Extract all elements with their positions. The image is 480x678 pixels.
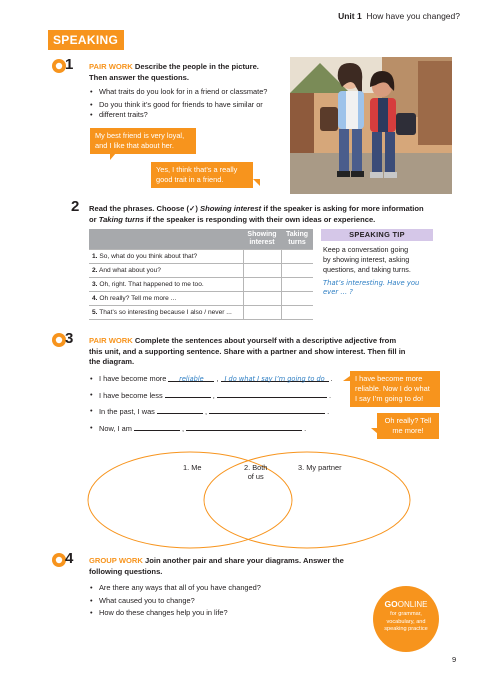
list-item: • Do you think it’s good for friends to have similar or bbox=[90, 100, 285, 111]
column-header-showing-interest: Showing interest bbox=[243, 229, 281, 249]
speech-bubble-2: Yes, I think that’s a really good trait in a friend. bbox=[151, 162, 253, 188]
exercise-1-instruction bbox=[89, 62, 279, 83]
speech-bubble-1: My best friend is very loyal, and I like that about her. bbox=[90, 128, 196, 154]
exercise-3-prompts bbox=[90, 374, 355, 436]
checkbox-showing-interest[interactable] bbox=[243, 249, 281, 263]
checkbox-showing-interest[interactable] bbox=[243, 277, 281, 291]
adjective-field[interactable] bbox=[134, 423, 180, 431]
list-item: • I have become less , . bbox=[90, 390, 355, 402]
list-item: • Now, I am , . bbox=[90, 423, 355, 435]
speaking-tip-box bbox=[321, 229, 433, 297]
exercise-4-instruction: GROUP WORK Join another pair and share your diagrams. Answer the following questions. bbox=[89, 556, 344, 576]
list-item: • I have become more reliable , I do what I say I’m going to do . bbox=[90, 374, 355, 385]
sentence-field[interactable]: I do what I say I’m going to do bbox=[221, 374, 329, 382]
pair-work-icon bbox=[50, 58, 66, 74]
exercise-4-number: 4 bbox=[65, 550, 74, 567]
go-online-badge[interactable] bbox=[373, 586, 439, 652]
venn-label-partner: 3. My partner bbox=[298, 463, 342, 472]
sentence-field[interactable] bbox=[209, 406, 325, 414]
table-header-row bbox=[89, 229, 313, 249]
checkbox-showing-interest[interactable] bbox=[243, 291, 281, 305]
pair-work-icon bbox=[50, 332, 66, 348]
table-header-blank bbox=[89, 229, 243, 249]
ex1-instruction-a: Describe the people in the picture. bbox=[134, 62, 259, 71]
exercise-2-number: 2 bbox=[71, 198, 80, 215]
checkbox-taking-turns[interactable] bbox=[281, 277, 313, 291]
pair-work-label: PAIR WORK bbox=[89, 62, 133, 71]
table-row: 5. That’s so interesting because I also / never ... bbox=[89, 305, 313, 319]
checkbox-taking-turns[interactable] bbox=[281, 249, 313, 263]
speech-bubble-3-tail bbox=[343, 376, 350, 381]
speaking-tip-text: Keep a conversation going by showing interest, asking questions, and taking turns. bbox=[323, 245, 411, 274]
sentence-field[interactable] bbox=[186, 423, 302, 431]
speech-bubble-2-tail bbox=[253, 179, 260, 186]
speech-bubble-1-tail bbox=[110, 153, 116, 160]
checkbox-taking-turns[interactable] bbox=[281, 263, 313, 277]
pair-work-label: PAIR WORK bbox=[89, 336, 133, 345]
checkbox-taking-turns[interactable] bbox=[281, 305, 313, 319]
table-row: 1. So, what do you think about that? bbox=[89, 249, 313, 263]
illustration-two-friends bbox=[290, 57, 452, 194]
list-item: • What traits do you look for in a friend or classmate? bbox=[90, 87, 285, 98]
page-number: 9 bbox=[452, 655, 457, 664]
exercise-2-instruction: Read the phrases. Choose (✓) Showing interest if the speaker is asking for more information or Taking turns if the speaker is responding with their own ideas or experience. bbox=[89, 204, 424, 224]
table-row: 4. Oh really? Tell me more ... bbox=[89, 291, 313, 305]
online-label: ONLINE bbox=[397, 600, 428, 609]
ex1-instruction-b: Then answer the questions. bbox=[89, 72, 190, 82]
checkbox-showing-interest[interactable] bbox=[243, 305, 281, 319]
adjective-field[interactable]: reliable bbox=[168, 374, 214, 382]
unit-title: How have you changed? bbox=[366, 11, 460, 21]
section-title: SPEAKING bbox=[48, 30, 124, 50]
venn-label-me: 1. Me bbox=[183, 463, 202, 472]
exercise-1-questions bbox=[90, 87, 285, 123]
unit-header bbox=[338, 11, 460, 21]
exercise-3-instruction: PAIR WORK Complete the sentences about yourself with a descriptive adjective from this unit, and a supporting sentence. Share with a partner and show interest. Then fill in the diagram. bbox=[89, 336, 406, 366]
phrase-table bbox=[89, 229, 313, 320]
exercise-1-number: 1 bbox=[65, 56, 74, 73]
speaking-tip-example: That’s interesting. Have you ever … ? bbox=[323, 279, 420, 296]
exercise-4-questions bbox=[90, 583, 340, 621]
list-item: • What caused you to change? bbox=[90, 596, 340, 607]
list-item: • Are there any ways that all of you have changed? bbox=[90, 583, 340, 594]
venn-label-both: 2. Both of us bbox=[244, 463, 268, 481]
column-header-taking-turns: Taking turns bbox=[281, 229, 313, 249]
table-row: 2. And what about you? bbox=[89, 263, 313, 277]
go-online-description: for grammar, vocabulary, and speaking practice bbox=[384, 611, 428, 632]
speech-bubble-4: Oh really? Tell me more! bbox=[377, 413, 439, 439]
list-item: • different traits? bbox=[90, 110, 285, 121]
group-work-icon bbox=[50, 552, 66, 568]
adjective-field[interactable] bbox=[157, 406, 203, 414]
exercise-3-number: 3 bbox=[65, 330, 74, 347]
unit-label: Unit 1 bbox=[338, 11, 362, 21]
table-row: 3. Oh, right. That happened to me too. bbox=[89, 277, 313, 291]
adjective-field[interactable] bbox=[165, 390, 211, 398]
group-work-label: GROUP WORK bbox=[89, 556, 143, 565]
go-label: GO bbox=[384, 599, 398, 609]
list-item: • In the past, I was , . bbox=[90, 406, 355, 418]
sentence-field[interactable] bbox=[217, 390, 327, 398]
checkbox-taking-turns[interactable] bbox=[281, 291, 313, 305]
list-item: • How do these changes help you in life? bbox=[90, 608, 340, 619]
speech-bubble-3: I have become more reliable. Now I do what I say I’m going to do! bbox=[350, 371, 440, 407]
speech-bubble-4-tail bbox=[371, 428, 378, 434]
checkbox-showing-interest[interactable] bbox=[243, 263, 281, 277]
speaking-tip-title: SPEAKING TIP bbox=[321, 229, 433, 241]
